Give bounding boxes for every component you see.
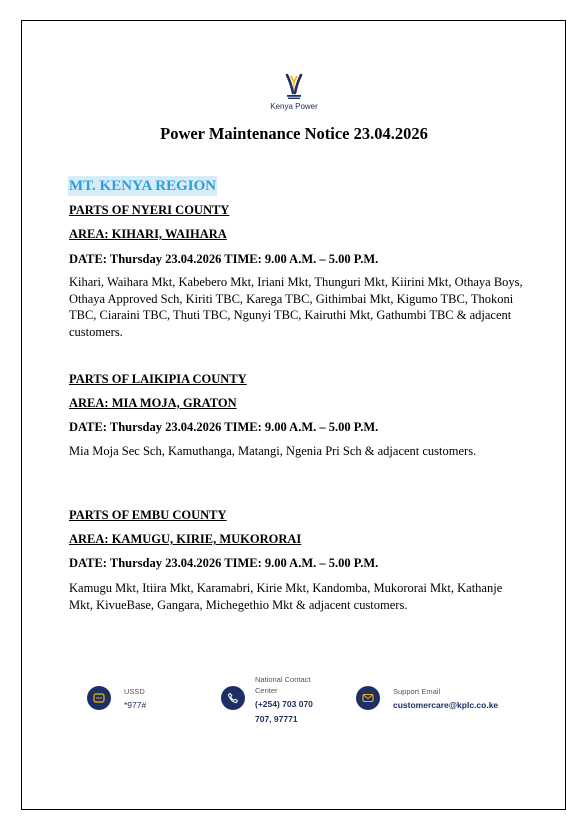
contact-footer [0,672,588,732]
date-time-line: DATE: Thursday 23.04.2026 TIME: 9.00 A.M. – 5.00 P.M. [69,252,379,266]
county-heading: PARTS OF LAIKIPIA COUNTY [69,372,247,386]
area-heading: AREA: MIA MOJA, GRATON [69,396,237,410]
ussd-icon [87,686,111,710]
ussd-value[interactable]: *977# [124,700,147,710]
affected-areas-text: Kihari, Waihara Mkt, Kabebero Mkt, Iriani Mkt, Thunguri Mkt, Kiirini Mkt, Othaya Boys, Othaya Approved Sch, Kiriti TBC, Karega TBC, Githimbai Mkt, Kigumo TBC, Thokoni TBC, Ciaraini TBC, Thuti TBC, Ngunyi TBC, Kairuthi Mkt, Gathumbi TBC & adjacent customers. [69,275,523,339]
ussd-label: USSD [124,687,145,696]
contact-value-line2[interactable]: 707, 97771 [255,714,298,724]
county-heading: PARTS OF EMBU COUNTY [69,508,227,522]
page-title: Power Maintenance Notice 23.04.2026 [160,124,428,143]
email-value[interactable]: customercare@kplc.co.ke [393,700,499,710]
date-time-line: DATE: Thursday 23.04.2026 TIME: 9.00 A.M. – 5.00 P.M. [69,556,379,570]
affected-areas-text: Kamugu Mkt, Itiira Mkt, Karamabri, Kirie Mkt, Kandomba, Mukororai Mkt, Kathanje Mkt, KivueBase, Gangara, Michegethio Mkt & adjacent customers. [69,581,503,612]
contact-label-line2: Center [255,686,278,695]
contact-label-line1: National Contact [255,675,311,684]
date-time-line: DATE: Thursday 23.04.2026 TIME: 9.00 A.M. – 5.00 P.M. [69,420,379,434]
kenya-power-logo [262,73,326,115]
area-heading: AREA: KAMUGU, KIRIE, MUKORORAI [69,532,302,546]
logo-mark-icon [277,73,311,101]
contact-value-line1[interactable]: (+254) 703 070 [255,699,313,709]
county-heading: PARTS OF NYERI COUNTY [69,203,230,217]
logo-text: Kenya Power [270,102,318,111]
email-label: Support Email [393,687,441,696]
phone-icon [221,686,245,710]
email-icon [356,686,380,710]
region-heading: MT. KENYA REGION [69,178,217,194]
area-heading: AREA: KIHARI, WAIHARA [69,227,227,241]
affected-areas-text: Mia Moja Sec Sch, Kamuthanga, Matangi, Ngenia Pri Sch & adjacent customers. [69,444,477,458]
